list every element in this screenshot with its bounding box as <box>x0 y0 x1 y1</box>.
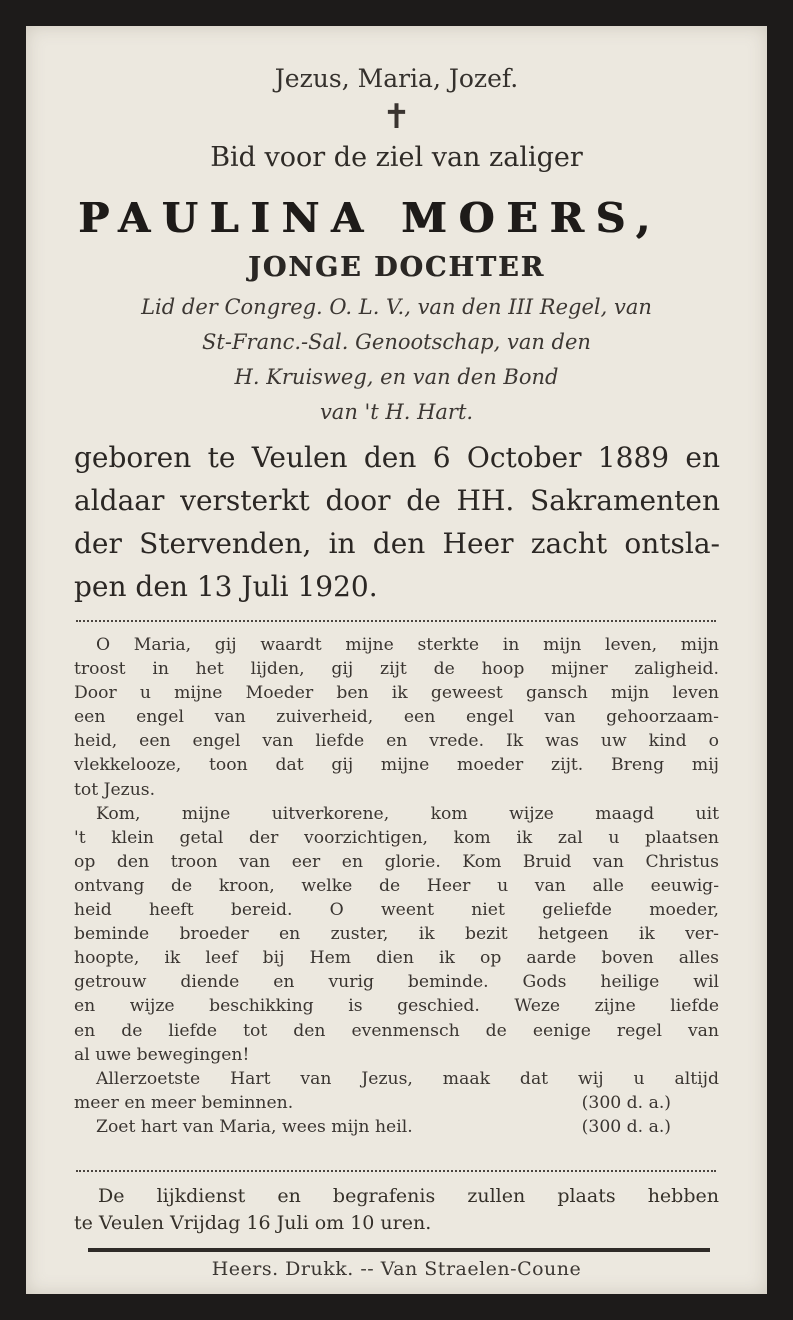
biography-line: der Stervenden, in den Heer zacht ontsla- <box>74 527 720 560</box>
prayer-line: heid heeft bereid. O weent niet geliefde moeder, <box>74 900 719 921</box>
prayer-text <box>74 633 719 1139</box>
indulgence-text: Zoet hart van Maria, wees mijn heil. <box>96 1116 413 1137</box>
prayer-line: al uwe bewegingen! <box>74 1044 250 1065</box>
prayer-line: beminde broeder en zuster, ik bezit hetgeen ik ver- <box>74 924 719 945</box>
prayer-line: Kom, mijne uitverkorene, kom wijze maagd uit <box>96 803 719 824</box>
prayer-line: Door u mijne Moeder ben ik geweest gansch mijn leven <box>74 683 719 704</box>
biography-line: aldaar versterkt door de HH. Sakramenten <box>74 484 720 517</box>
indulgence-row <box>74 1091 719 1115</box>
prayer-line: ontvang de kroon, welke de Heer u van alle eeuwig- <box>74 875 719 896</box>
prayer-line: en de liefde tot den evenmensch de eenige regel van <box>74 1020 719 1041</box>
biography <box>74 436 720 608</box>
prayer-line: getrouw diende en vurig beminde. Gods heilige wil <box>74 972 719 993</box>
membership-line: St-Franc.-Sal. Genootschap, van den <box>202 330 591 354</box>
prayer-line: O Maria, gij waardt mijne sterkte in mijn leven, mijn <box>96 635 719 655</box>
bottom-rule <box>88 1248 710 1252</box>
prayer-line: een engel van zuiverheid, een engel van gehoorzaam- <box>74 707 719 728</box>
memorial-card <box>26 26 767 1294</box>
indulgence-note: (300 d. a.) <box>581 1092 671 1113</box>
prayer-line: tot Jezus. <box>74 779 156 800</box>
dotted-divider <box>76 620 716 622</box>
printer-imprint: Heers. Drukk. -- Van Straelen-Coune <box>211 1258 582 1280</box>
cross-icon: ✝ <box>382 97 411 137</box>
invocation-heading: Jezus, Maria, Jozef. <box>274 64 519 93</box>
membership-line: van 't H. Hart. <box>319 400 474 424</box>
biography-line: pen den 13 Juli 1920. <box>74 570 378 603</box>
prayer-line: op den troon van eer en glorie. Kom Bruid van Christus <box>74 851 719 872</box>
prayer-request: Bid voor de ziel van zaliger <box>210 142 583 173</box>
deceased-status: JONGE DOCHTER <box>247 252 546 283</box>
prayer-line: Allerzoetste Hart van Jezus, maak dat wij u altijd <box>96 1068 719 1089</box>
dotted-divider <box>76 1170 716 1172</box>
indulgence-note: (300 d. a.) <box>581 1116 671 1137</box>
prayer-line: troost in het lijden, gij zijt de hoop mijner zaligheid. <box>74 659 719 680</box>
prayer-line: vlekkelooze, toon dat gij mijne moeder zijt. Breng mij <box>74 755 719 776</box>
indulgence-text: meer en meer beminnen. <box>74 1092 294 1113</box>
biography-line: geboren te Veulen den 6 October 1889 en <box>74 441 720 474</box>
prayer-line: heid, een engel van liefde en vrede. Ik was uw kind o <box>74 731 719 752</box>
funeral-notice <box>74 1183 719 1237</box>
funeral-line: De lijkdienst en begrafenis zullen plaats hebben <box>98 1185 719 1207</box>
prayer-line: 't klein getal der voorzichtigen, kom ik zal u plaatsen <box>74 827 719 848</box>
prayer-line: hoopte, ik leef bij Hem dien ik op aarde boven alles <box>74 948 719 969</box>
membership-line: Lid der Congreg. O. L. V., van den III Regel, van <box>141 295 652 319</box>
funeral-line: te Veulen Vrijdag 16 Juli om 10 uren. <box>74 1212 432 1234</box>
indulgence-row <box>74 1115 719 1139</box>
membership-line: H. Kruisweg, en van den Bond <box>234 365 559 389</box>
deceased-name: PAULINA MOERS, <box>78 194 662 242</box>
prayer-line: en wijze beschikking is geschied. Weze zijne liefde <box>74 996 719 1017</box>
